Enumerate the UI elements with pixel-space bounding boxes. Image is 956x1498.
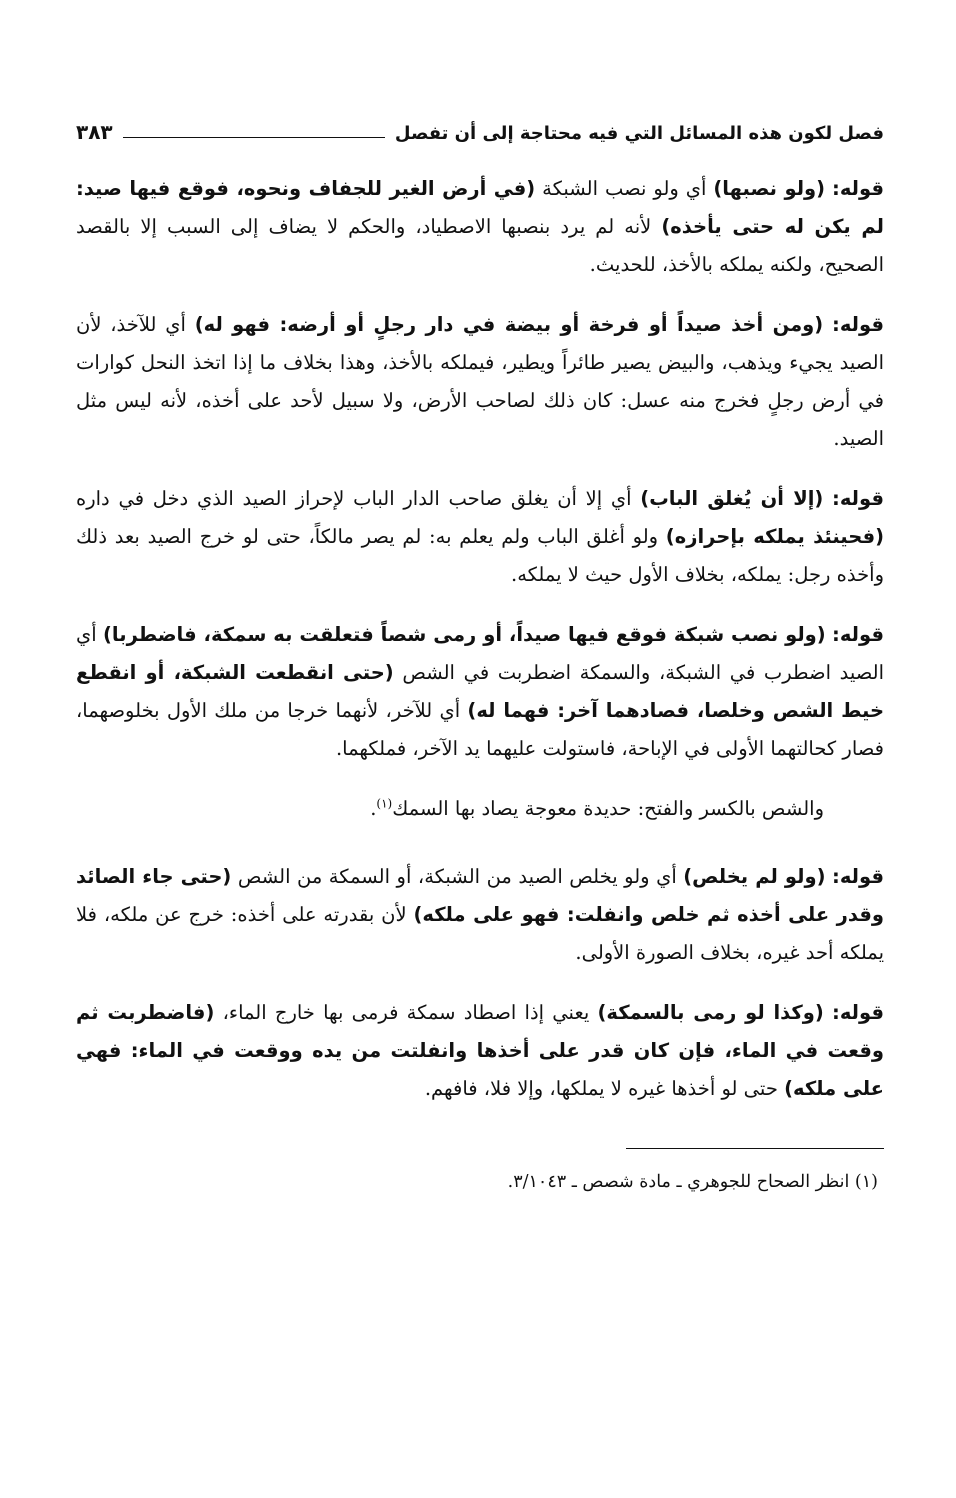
matn-quote: (حتى انقطعت الشبكة، أو انقطع خيط الشص وخلصا، فصادهما آخر: فهما له): [76, 661, 884, 722]
qawluh-label: قوله:: [832, 177, 884, 200]
sharh-text: أي ولو نصب الشبكة: [535, 177, 714, 200]
page-header: [76, 108, 884, 144]
sharh-text: أي إلا أن يغلق صاحب الدار الباب لإحراز الصيد الذي دخل في داره: [76, 487, 641, 510]
paragraph-1: [76, 170, 884, 284]
footnote-1: (١) انظر الصحاح للجوهري ـ مادة شصص ـ ٣/١٠٤٣.: [507, 1171, 878, 1192]
matn-quote: (ولو نصب شبكة فوقع فيها صيداً، أو رمى شصاً فتعلقت به سمكة، فاضطربا): [103, 623, 826, 646]
matn-quote: (فحينئذ يملكه بإحرازه): [665, 525, 884, 548]
sharh-text: لأن بقدرته على أخذه: خرج عن ملكه، فلا يملكه أحد غيره، بخلاف الصورة الأولى.: [76, 903, 884, 964]
qawluh-label: قوله:: [832, 623, 884, 646]
sharh-text: ولو أغلق الباب ولم يعلم به: لم يصر مالكاً، حتى لو خرج الصيد بعد ذلك وأخذه رجل: يملكه، بخلاف الأول حيث لا يملكه.: [76, 525, 884, 586]
qawluh-label: قوله:: [832, 313, 884, 336]
sharh-text: أي ولو يخلص الصيد من الشبكة، أو السمكة من الشص: [231, 865, 684, 888]
matn-quote: (فاضطربت ثم وقعت في الماء، فإن كان قدر على أخذها وانفلتت من يده ووقعت في الماء: فهي على ملكه): [76, 1001, 884, 1100]
page-number: ٣٨٣: [76, 120, 113, 144]
paragraph-4: [76, 616, 884, 768]
qawluh-label: قوله:: [832, 487, 884, 510]
paragraph-3: [76, 480, 884, 594]
sharh-text: يعني إذا اصطاد سمكة فرمى بها خارج الماء،: [214, 1001, 598, 1024]
book-page: [76, 108, 884, 1214]
footnote-ref[interactable]: (١): [376, 796, 393, 811]
sharh-text: أي للآخر، لأنهما خرجا من ملك الأول بخلوصهما، فصار كحالتهما الأولى في الإباحة، فاستولت عليهما يد الآخر، فملكهما.: [76, 699, 884, 760]
matn-quote: (حتى جاء الصائد وقدر على أخذه ثم خلص وانفلت: فهو على ملكه): [76, 865, 884, 926]
matn-quote: (إلا أن يُغلق الباب): [640, 487, 824, 510]
sharh-text: أي الصيد اضطرب في الشبكة، والسمكة اضطربت في الشص: [76, 623, 884, 684]
definition-paragraph: [76, 790, 884, 828]
running-title: فصل لكون هذه المسائل التي فيه محتاجة إلى أن تفصل: [394, 123, 884, 144]
matn-quote: (ولو لم يخلص): [683, 865, 826, 888]
paragraph-5: [76, 858, 884, 972]
matn-quote: (في أرض الغير للجفاف ونحوه، فوقع فيها صيد: لم يكن له حتى يأخذه): [76, 177, 884, 238]
qawluh-label: قوله:: [832, 865, 884, 888]
matn-quote: (ولو نصبها): [713, 177, 826, 200]
paragraph-6: [76, 994, 884, 1108]
matn-quote: (وكذا لو رمى بالسمكة): [597, 1001, 824, 1024]
paragraph-2: [76, 306, 884, 458]
definition-end: .: [370, 797, 377, 820]
sharh-text: لأنه لم يرد بنصبها الاصطياد، والحكم لا يضاف إلى السبب إلا بالقصد الصحيح، ولكنه يملكه بالأخذ، للحديث.: [76, 215, 884, 276]
sharh-text: حتى لو أخذها غيره لا يملكها، وإلا فلا، فافهم.: [424, 1077, 785, 1100]
definition-text: والشص بالكسر والفتح: حديدة معوجة يصاد بها السمك: [392, 797, 824, 820]
footnote-divider: [626, 1148, 884, 1149]
header-rule: [123, 137, 385, 138]
qawluh-label: قوله:: [832, 1001, 884, 1024]
matn-quote: (ومن أخذ صيداً أو فرخة أو بيضة في دار رجلٍ أو أرضه: فهو له): [194, 313, 824, 336]
sharh-text: أي للآخذ، لأن الصيد يجيء ويذهب، والبيض يصير طائراً ويطير، فيملكه بالأخذ، وهذا بخلاف ما إذا اتخذ النحل كوارات في أرض رجلٍ فخرج منه عسل: كان ذلك لصاحب الأرض، ولا سبيل لأحد على أخذه، لأنه ليس مثل الصيد.: [76, 313, 884, 450]
